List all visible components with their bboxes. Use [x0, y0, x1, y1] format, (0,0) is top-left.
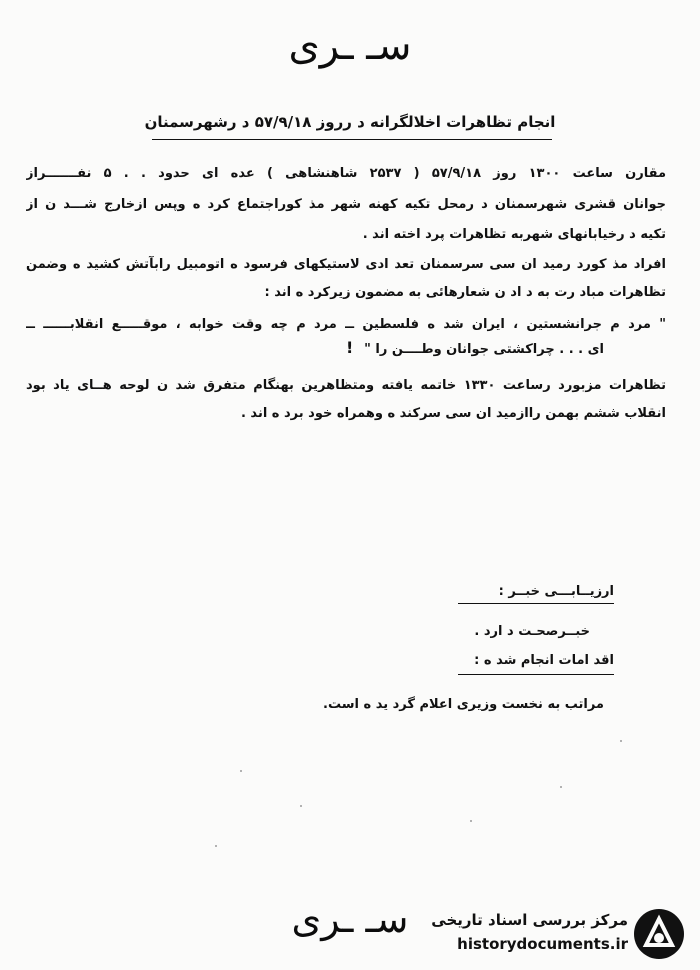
assessment-label: ارزیــابـــی خبــر : — [498, 584, 614, 599]
subject-underline — [152, 139, 552, 140]
actions-value: مراتب به نخست وزیری اعلام گرد ید ه است. — [323, 697, 604, 712]
scan-speck — [620, 740, 622, 742]
classification-top: سـ ـرى — [288, 23, 412, 69]
archive-url: historydocuments.ir — [457, 935, 628, 953]
document-subject: انجام تظاهرات اخلالگرانه د رروز ۵۷/۹/۱۸ د رشهرسمنان — [144, 113, 556, 131]
body-line-1: مقارن ساعت ۱۳۰۰ روز ۵۷/۹/۱۸ ( ۲۵۳۷ شاهنشاهی ) عده ای حدود . . ۵ نفـــــــراز — [26, 166, 666, 181]
classification-bottom: سـ ـرى — [291, 897, 409, 941]
assessment-value: خبــرصحـت د ارد . — [474, 624, 590, 639]
archive-watermark — [412, 905, 692, 965]
scan-speck — [300, 805, 302, 807]
scan-speck — [240, 770, 242, 772]
actions-label: اقد امات انجام شد ه : — [474, 653, 614, 668]
actions-underline — [458, 674, 614, 675]
body-line-9: انقلاب ششم بهمن راازمید ان سی سرکند ه وهمراه خود برد ه اند . — [240, 406, 666, 421]
body-line-2: جوانان قشری شهرسمنان د رمحل تکیه کهنه شهر مذ کوراجتماع کرد ه وپس ازخارج شـــد ن از — [26, 197, 666, 212]
scan-speck — [215, 845, 217, 847]
assessment-underline — [458, 603, 614, 604]
body-line-6: " مرد م جرانشستین ، ایران شد ه فلسطین ــ مرد م چه وقت خوابه ، موقـــــع انقلابــــــ ــ — [26, 317, 666, 332]
annotation-mark: ! — [346, 338, 354, 357]
body-line-4: افراد مذ کورد رمید ان سی سرسمنان تعد ادی لاستیکهای فرسود ه اتومبیل رابآتش کشید ه وضمن — [26, 257, 666, 272]
body-line-7: ای . . . چراکشتی جوانان وطــــن را " — [364, 342, 604, 357]
archive-logo-icon — [632, 907, 686, 961]
body-line-5: تظاهرات مباد رت به د اد ن شعارهائی به مضمون زیرکرد ه اند : — [264, 285, 666, 300]
body-line-8: تظاهرات مزبورد رساعت ۱۳۳۰ خاتمه یافته ومتظاهرین بهنگام متفرق شد ن لوحه هــای یاد بود — [26, 378, 666, 393]
scan-speck — [470, 820, 472, 822]
archive-name: مرکز بررسی اسناد تاریخی — [431, 911, 628, 929]
scan-speck — [560, 786, 562, 788]
body-line-3: تکیه د رخیابانهای شهربه تظاهرات پرد اخته اند . — [362, 227, 666, 242]
